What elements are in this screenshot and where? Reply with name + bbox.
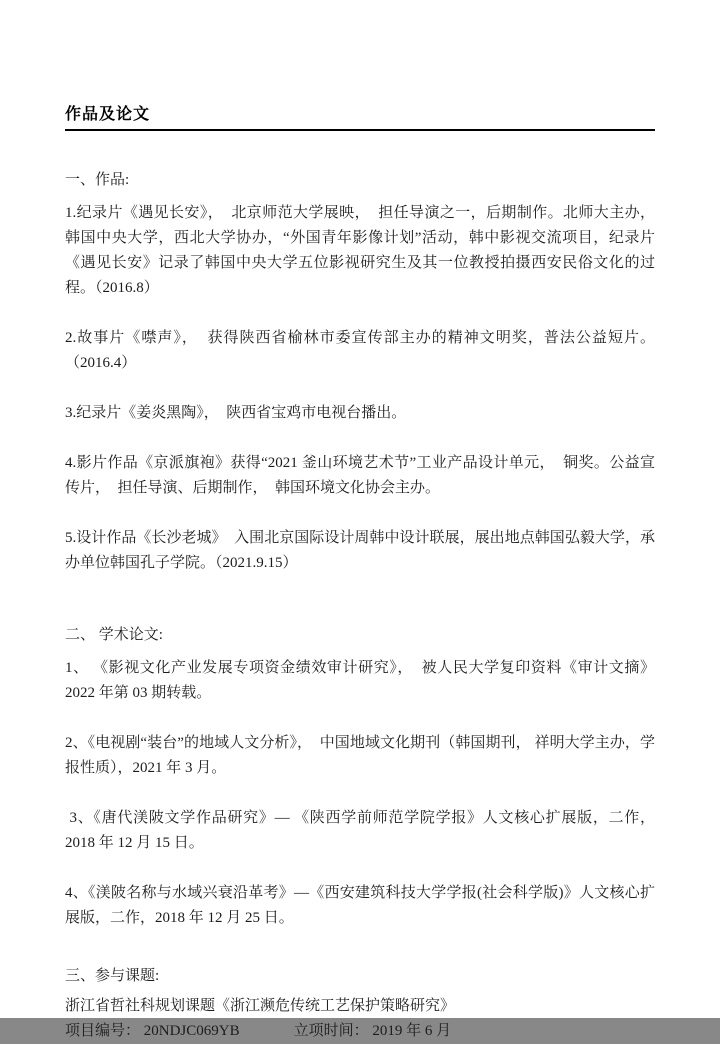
- project-meta-line: [65, 1019, 655, 1044]
- works-heading: 一、作品:: [65, 172, 130, 188]
- section-topics: [65, 965, 655, 1044]
- start-date-label: 立项时间：: [293, 1023, 369, 1039]
- paper-item-1: 1、 《影视文化产业发展专项资金绩效审计研究》， 被人民大学复印资料《审计文摘》2022 年第 03 期转载。: [65, 660, 655, 701]
- work-item-3: 3.纪录片《姜炎黑陶》， 陕西省宝鸡市电视台播出。: [65, 405, 407, 421]
- papers-heading: 二、 学术论文:: [65, 627, 163, 643]
- work-item-2: 2.故事片《噤声》， 获得陕西省榆林市委宣传部主办的精神文明奖，普法公益短片。（2016.4）: [65, 330, 655, 371]
- work-item-5: 5.设计作品《长沙老城》 入围北京国际设计周韩中设计联展，展出地点韩国弘毅大学，承办单位韩国孔子学院。（2021.9.15）: [65, 530, 655, 571]
- work-item-1: 1.纪录片《遇见长安》， 北京师范大学展映， 担任导演之一，后期制作。北师大主办， 韩国中央大学，西北大学协办，“外国青年影像计划”活动，韩中影视交流项目，纪录片《遇见长安》记录了韩国中央大学五位影视研究生及其一位教授拍摄西安民俗文化的过程。（2016.8）: [65, 205, 663, 296]
- section-works: [65, 169, 663, 576]
- start-date-value: 2019 年 6 月: [372, 1023, 452, 1039]
- project-number-label: 项目编号：: [65, 1023, 141, 1039]
- work-item-4: 4.影片作品《京派旗袍》获得“2021 釜山环境艺术节”工业产品设计单元， 铜奖。公益宣传片， 担任导演、后期制作， 韩国环境文化协会主办。: [65, 455, 655, 496]
- paper-item-3: 3、《唐代渼陂文学作品研究》— 《陕西学前师范学院学报》人文核心扩展版，二作，2018 年 12 月 15 日。: [65, 810, 655, 851]
- page-title-text: 作品及论文: [65, 106, 151, 123]
- section-papers: [65, 624, 655, 931]
- paper-item-4: 4、《渼陂名称与水域兴衰沿革考》—《西安建筑科技大学学报(社会科学版)》人文核心扩展版，二作，2018 年 12 月 25 日。: [65, 885, 655, 926]
- page-title: [65, 106, 655, 131]
- project-number-value: 20NDJC069YB: [143, 1023, 240, 1039]
- topics-heading: 三、参与课题:: [65, 968, 160, 984]
- project-title: 浙江省哲社科规划课题《浙江濒危传统工艺保护策略研究》: [65, 998, 456, 1014]
- paper-item-2: 2、《电视剧“装台”的地域人文分析》， 中国地域文化期刊（韩国期刊， 祥明大学主办，学报性质），2021 年 3 月。: [65, 735, 655, 776]
